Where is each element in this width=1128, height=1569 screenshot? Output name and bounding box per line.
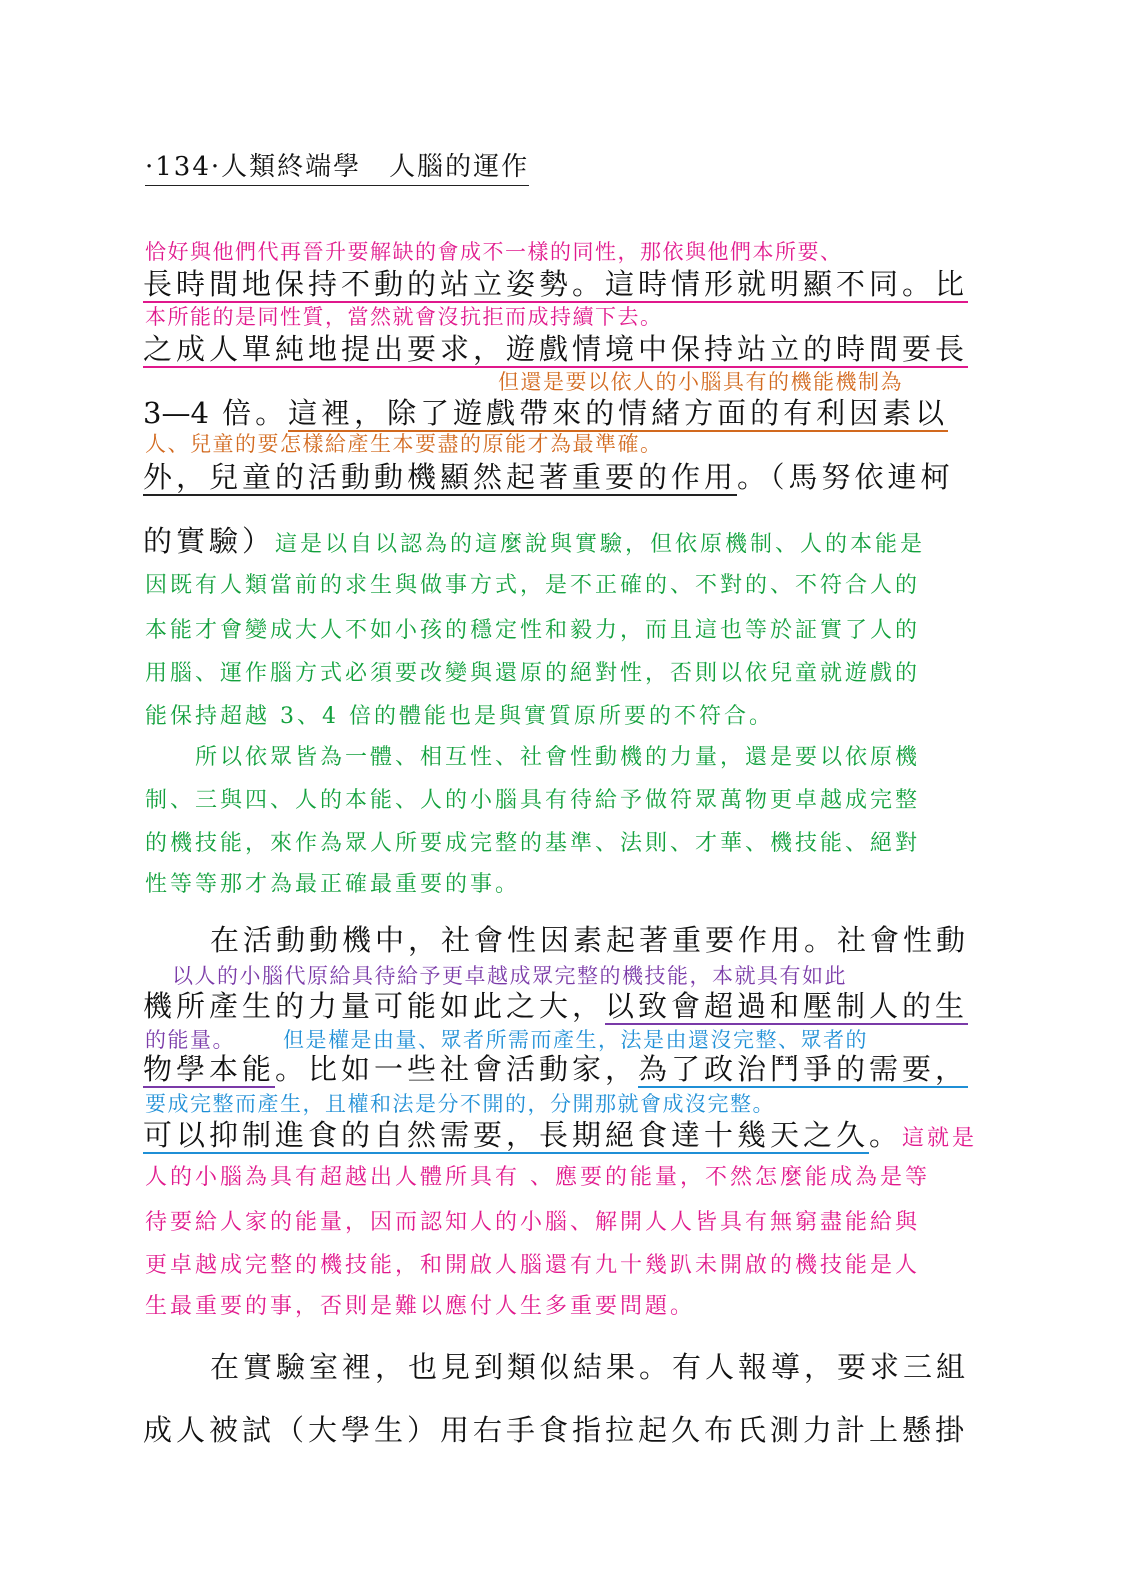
body-line: 成人被試（大學生）用右手食指拉起久布氏測力計上懸掛 [143,1413,969,1447]
body-line: 3—4 倍。這裡，除了遊戲帶來的情緒方面的有利因素以 [143,396,949,430]
annotation-line: 本所能的是同性質，當然就會沒抗拒而成持續下去。 [145,305,663,329]
annotation-line: 制、三與四、人的本能、人的小腦具有待給予做符眾萬物更卓越成完整 [145,788,921,813]
underlined-text: 以致會超過和壓制人的生 [605,989,969,1023]
book-title: 人類終端學 人腦的運作 [221,152,530,182]
annotation-line: 要成完整而產生，且權和法是分不開的，分開那就會成沒完整。 [145,1092,775,1116]
number-range: 3—4 [143,396,209,430]
body-line [143,327,968,368]
annotation-text: 這是以自以認為的這麼說與實驗，但依原機制、人的本能是 [275,532,926,557]
annotation-line: 性等等那才為最正確最重要的事。 [145,872,521,897]
body-line: 外，兒童的活動動機顯然起著重要的作用。（馬努依連柯 [143,460,954,494]
underlined-text: 為了政治鬥爭的需要， [638,1052,969,1086]
page-header [145,146,529,186]
annotation-line: 但是權是由量、眾者所需而產生，法是由還沒完整、眾者的 [283,1028,868,1052]
underlined-text: 之成人單純地提出要求，遊戲情境中保持站立的時間要長 [143,332,969,366]
page-number: ·134· [145,152,222,182]
annotation-line: 本能才會變成大人不如小孩的穩定性和毅力，而且這也等於証實了人的 [145,618,921,643]
body-line: 在活動動機中，社會性因素起著重要作用。社會性動 [210,923,970,957]
annotation-line: 更卓越成完整的機技能，和開啟人腦還有九十幾趴未開啟的機技能是人 [145,1253,921,1278]
body-line: 的實驗）這是以自以認為的這麼說與實驗，但依原機制、人的本能是 [143,524,926,558]
underlined-text: 這裡，除了遊戲帶來的情緒方面的有利因素以 [288,396,949,430]
body-line: 物學本能。比如一些社會活動家，為了政治鬥爭的需要， [143,1052,969,1086]
annotation-line: 恰好與他們代再晉升要解缺的會成不一樣的同性，那依與他們本所要、 [145,240,843,264]
annotation-line: 人的小腦為具有超越出人體所具有 、應要的能量，不然怎麼能成為是等 [145,1165,930,1190]
annotation-line: 用腦、運作腦方式必須要改變與還原的絕對性，否則以依兒童就遊戲的 [145,661,921,686]
annotation-line: 的機技能，來作為眾人所要成完整的基準、法則、才華、機技能、絕對 [145,831,921,856]
annotation-line: 人、兒童的要怎樣給產生本要盡的原能才為最準確。 [145,432,663,456]
annotation-line: 但還是要以依人的小腦具有的機能機制為 [498,370,903,394]
underlined-text: 可以抑制進食的自然需要，長期絕食達十幾天之久 [143,1118,870,1152]
annotation-text: 這就是 [902,1126,978,1151]
body-line [143,262,968,303]
underlined-text: 外，兒童的活動動機顯然起著重要的作用 [143,460,738,494]
annotation-line: 生最重要的事，否則是難以應付人生多重要問題。 [145,1294,696,1319]
annotation-line: 的能量。 [145,1028,235,1052]
body-line: 可以抑制進食的自然需要，長期絕食達十幾天之久。這就是 [143,1118,978,1152]
annotation-line: 能保持超越 3、4 倍的體能也是與實質原所要的不符合。 [145,704,774,729]
underlined-text: 物學本能 [143,1052,276,1086]
annotation-line: 以人的小腦代原給具待給予更卓越成眾完整的機技能，本就具有如此 [172,964,847,988]
annotation-line: 所以依眾皆為一體、相互性、社會性動機的力量，還是要以依原機 [195,745,921,770]
body-line: 機所產生的力量可能如此之大，以致會超過和壓制人的生 [143,989,969,1023]
body-line: 在實驗室裡，也見到類似結果。有人報導，要求三組 [210,1350,970,1384]
annotation-line: 因既有人類當前的求生與做事方式，是不正確的、不對的、不符合人的 [145,573,921,598]
annotation-line: 待要給人家的能量，因而認知人的小腦、解開人人皆具有無窮盡能給與 [145,1210,921,1235]
underlined-text: 長時間地保持不動的站立姿勢。這時情形就明顯不同。比 [143,267,969,301]
